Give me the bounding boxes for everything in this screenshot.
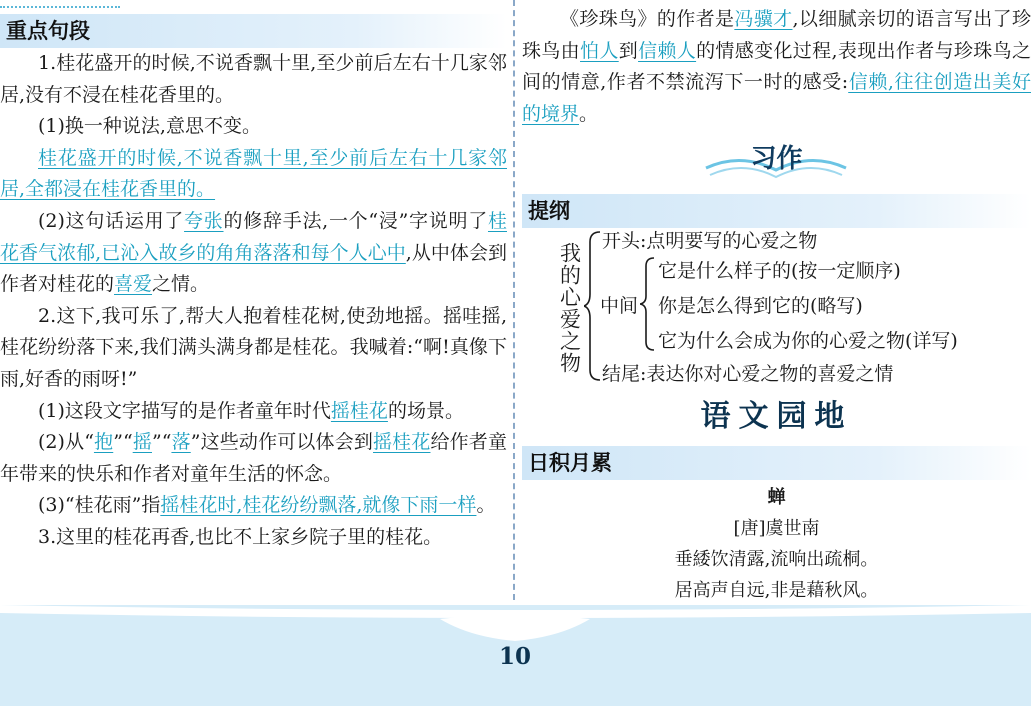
question-2-2: (2)从“抱”“摇”“落”这些动作可以体会到摇桂花给作者童年带来的快乐和作者对童年生活的怀念。 <box>0 431 507 485</box>
writing-outline <box>556 228 1031 388</box>
sentence-2: 2.这下,我可乐了,帮大人抱着桂花树,使劲地摇。摇哇摇,桂花纷纷落下来,我们满头满身都是桂花。我喊着:“啊!真像下雨,好香的雨呀!” <box>0 304 507 390</box>
poem-line-1: 垂緌饮清露,流响出疏桐。 <box>674 549 879 571</box>
question-1-1: (1)换一种说法,意思不变。 <box>38 115 261 138</box>
section-title-language-garden: 语文园地 <box>700 399 853 435</box>
section-heading-key-sentences: 重点句段 <box>0 14 507 48</box>
page-number: 10 <box>498 643 531 670</box>
left-column <box>0 0 507 554</box>
right-column <box>522 0 1031 606</box>
outline-middle-1: 它是什么样子的(按一定顺序) <box>658 260 901 283</box>
section-heading-outline: 提纲 <box>522 194 1031 228</box>
poem-author: [唐]虞世南 <box>733 518 820 540</box>
question-2-1: (1)这段文字描写的是作者童年时代摇桂花的场景。 <box>38 399 464 422</box>
outline-middle-2: 你是怎么得到它的(略写) <box>658 295 863 318</box>
question-2-3: (3)“桂花雨”指摇桂花时,桂花纷纷飘落,就像下雨一样。 <box>38 494 496 517</box>
sentence-3: 3.这里的桂花再香,也比不上家乡院子里的桂花。 <box>38 525 443 548</box>
question-1-2: (2)这句话运用了夸张的修辞手法,一个“浸”字说明了桂花香气浓郁,已沁入故乡的角角落落和每个人心中,从中体会到作者对桂花的喜爱之情。 <box>0 209 507 296</box>
pearl-bird-intro: 《珍珠鸟》的作者是冯骥才,以细腻亲切的语言写出了珍珠鸟由怕人到信赖人的情感变化过程,表现出作者与珍珠鸟之间的情意,作者不禁流泻下一时的感受:信赖,往往创造出美好的境界。 <box>522 8 1031 125</box>
section-title-writing: 习作 <box>522 138 1031 182</box>
sentence-1: 1.桂花盛开的时候,不说香飘十里,至少前后左右十几家邻居,没有不浸在桂花香里的。 <box>0 52 507 106</box>
outline-middle-label: 中间 <box>600 295 639 318</box>
outline-topic: 我的心爱之物 <box>557 242 582 375</box>
outline-start: 开头:点明要写的心爱之物 <box>602 230 818 253</box>
poem-title: 蝉 <box>767 487 786 509</box>
answer-1-1: 桂花盛开的时候,不说香飘十里,至少前后左右十几家邻居,全都浸在桂花香里的。 <box>0 146 507 201</box>
column-divider <box>513 0 515 600</box>
outline-end: 结尾:表达你对心爱之物的喜爱之情 <box>602 363 894 386</box>
poem-line-2: 居高声自远,非是藉秋风。 <box>674 580 879 602</box>
section-heading-daily-accumulation: 日积月累 <box>522 446 1031 480</box>
outline-middle-3: 它为什么会成为你的心爱之物(详写) <box>658 330 958 353</box>
inner-brace-icon <box>640 254 656 354</box>
